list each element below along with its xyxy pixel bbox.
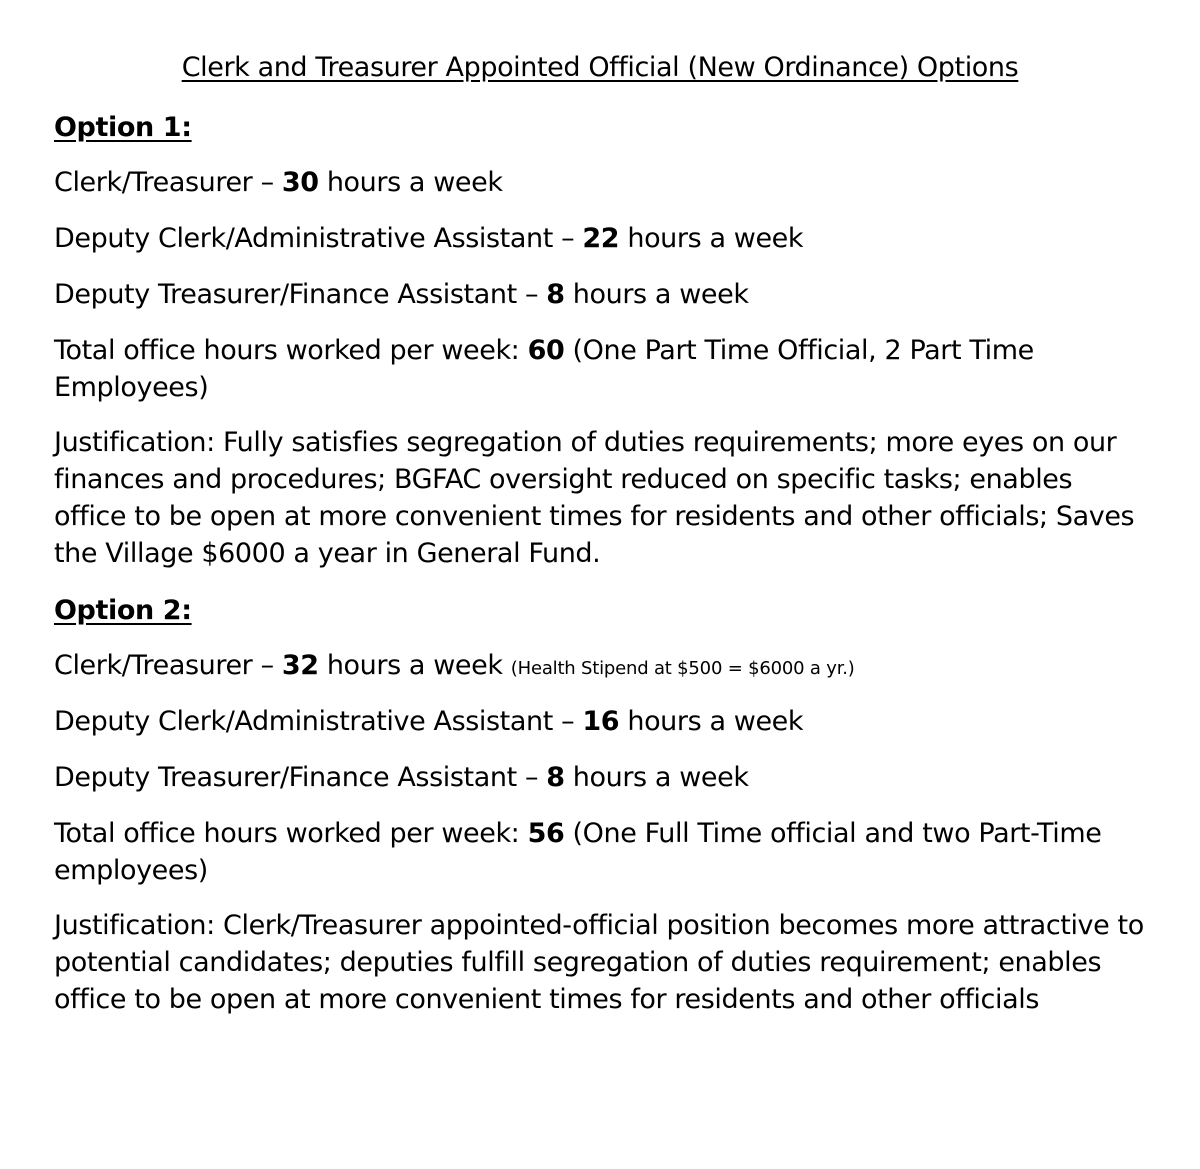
position-hours: 22 — [582, 223, 620, 254]
total-hours: 56 — [527, 818, 565, 849]
option-2-heading: Option 2: — [54, 595, 192, 626]
position-suffix: hours a week — [619, 223, 804, 254]
position-suffix: hours a week — [564, 279, 749, 310]
position-role: Deputy Clerk/Administrative Assistant – — [54, 706, 583, 737]
option-1-position-deputy-clerk — [54, 220, 1146, 257]
option-1-position-deputy-treasurer — [54, 276, 1146, 313]
position-hours: 16 — [582, 706, 620, 737]
position-role: Deputy Treasurer/Finance Assistant – — [54, 279, 547, 310]
option-2-position-deputy-clerk — [54, 703, 1146, 740]
option-1-heading: Option 1: — [54, 112, 192, 143]
option-1-justification: Justification: Fully satisfies segregation of duties requirements; more eyes on our finances and procedures; BGFAC oversight reduced on specific tasks; enables office to be open at more convenient times for residents and other officials; Saves the Village $6000 a year in General Fund. — [54, 427, 1135, 569]
option-2-total-hours — [54, 815, 1146, 889]
total-detail: (One Part Time Official, 2 Part Time Employees) — [54, 335, 1034, 403]
position-suffix: hours a week — [619, 706, 804, 737]
position-role: Deputy Treasurer/Finance Assistant – — [54, 762, 547, 793]
option-1-total-hours — [54, 332, 1074, 406]
option-2-position-clerk-treasurer — [54, 647, 1146, 687]
document-title: Clerk and Treasurer Appointed Official (New Ordinance) Options — [181, 52, 1019, 83]
position-suffix: hours a week — [318, 167, 503, 198]
health-stipend-note: (Health Stipend at $500 = $6000 a yr.) — [510, 658, 855, 679]
position-suffix: hours a week — [318, 650, 511, 681]
position-hours: 8 — [546, 279, 565, 310]
option-2-justification: Justification: Clerk/Treasurer appointed-official position becomes more attractive to potential candidates; deputies fulfill segregation of duties requirement; enables office to be open at more convenient times for residents and other officials — [54, 910, 1144, 1015]
total-detail: (One Full Time official and two Part-Time employees) — [54, 818, 1102, 886]
position-suffix: hours a week — [564, 762, 749, 793]
position-hours: 30 — [281, 167, 319, 198]
option-2-position-deputy-treasurer — [54, 759, 1146, 796]
position-hours: 8 — [546, 762, 565, 793]
option-1-position-clerk-treasurer — [54, 164, 1146, 201]
total-label: Total office hours worked per week: — [54, 818, 528, 849]
position-role: Deputy Clerk/Administrative Assistant – — [54, 223, 583, 254]
total-hours: 60 — [527, 335, 565, 366]
position-role: Clerk/Treasurer – — [54, 650, 282, 681]
total-label: Total office hours worked per week: — [54, 335, 528, 366]
position-hours: 32 — [281, 650, 319, 681]
position-role: Clerk/Treasurer – — [54, 167, 282, 198]
